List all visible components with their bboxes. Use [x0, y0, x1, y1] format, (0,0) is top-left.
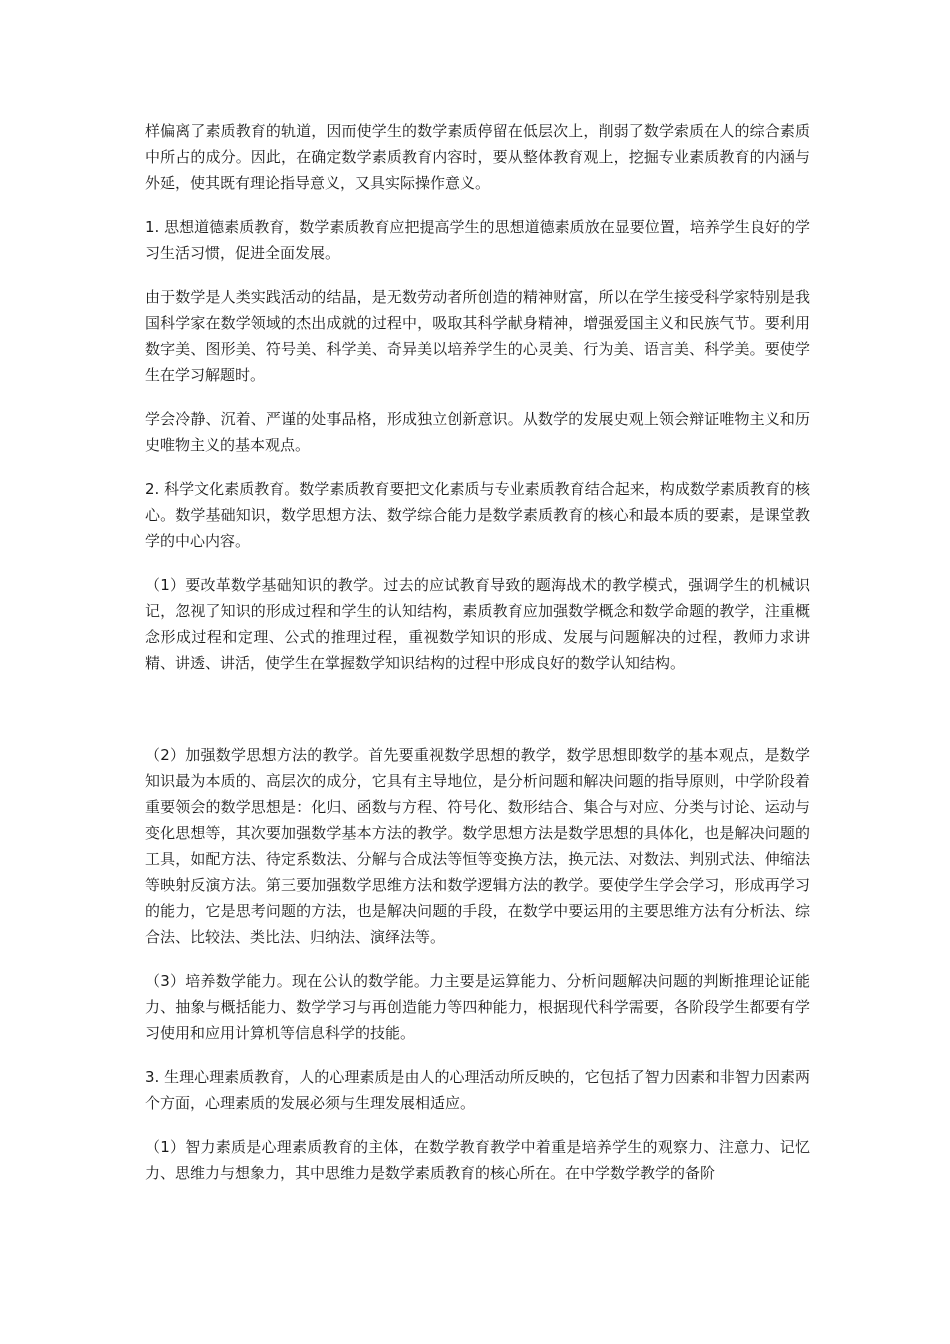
- paragraph-section-2-heading: 2. 科学文化素质教育。数学素质教育要把文化素质与专业素质教育结合起来，构成数学素质教育的核心。数学基础知识，数学思想方法、数学综合能力是数学素质教育的核心和最本质的要素，是课堂教学的中心内容。: [145, 480, 810, 550]
- document-page: [145, 118, 810, 1204]
- paragraph-section-3-heading: 3. 生理心理素质教育，人的心理素质是由人的心理活动所反映的，它包括了智力因素和非智力因素两个方面，心理素质的发展必须与生理发展相适应。: [145, 1068, 810, 1112]
- paragraph-section-2-item-2: （2）加强数学思想方法的教学。首先要重视数学思想的教学，数学思想即数学的基本观点，是数学知识最为本质的、高层次的成分，它具有主导地位，是分析问题和解决问题的指导原则，中学阶段着重要领会的数学思想是：化归、函数与方程、符号化、数形结合、集合与对应、分类与讨论、运动与变化思想等，其次要加强数学基本方法的教学。数学思想方法是数学思想的具体化，也是解决问题的工具，如配方法、待定系数法、分解与合成法等恒等变换方法，换元法、对数法、判别式法、伸缩法等映射反演方法。第三要加强数学思维方法和数学逻辑方法的教学。要使学生学会学习，形成再学习的能力，它是思考问题的方法，也是解决问题的手段，在数学中要运用的主要思维方法有分析法、综合法、比较法、类比法、归纳法、演绎法等。: [145, 746, 810, 946]
- paragraph-section-2-item-3: （3）培养数学能力。现在公认的数学能。力主要是运算能力、分析问题解决问题的判断推理论证能力、抽象与概括能力、数学学习与再创造能力等四种能力，根据现代科学需要，各阶段学生都要有学习使用和应用计算机等信息科学的技能。: [145, 972, 810, 1042]
- paragraph-section-3-item-1: （1）智力素质是心理素质教育的主体，在数学教育教学中着重是培养学生的观察力、注意力、记忆力、思维力与想象力，其中思维力是数学素质教育的核心所在。在中学数学教学的备阶: [145, 1138, 810, 1182]
- blank-gap: [145, 694, 810, 742]
- paragraph-section-1-body: 由于数学是人类实践活动的结晶，是无数劳动者所创造的精神财富，所以在学生接受科学家特别是我国科学家在数学领域的杰出成就的过程中，吸取其科学献身精神，增强爱国主义和民族气节。要利用数字美、图形美、符号美、科学美、奇异美以培养学生的心灵美、行为美、语言美、科学美。要使学生在学习解题时。: [145, 288, 810, 384]
- paragraph-intro-continuation: 样偏离了素质教育的轨道，因而使学生的数学素质停留在低层次上，削弱了数学索质在人的综合素质中所占的成分。因此，在确定数学素质教育内容时，要从整体教育观上，挖掘专业素质教育的内涵与外延，使其既有理论指导意义，又具实际操作意义。: [145, 122, 810, 192]
- paragraph-section-2-item-1: （1）要改革数学基础知识的教学。过去的应试教育导致的题海战术的教学模式，强调学生的机械识记，忽视了知识的形成过程和学生的认知结构，素质教育应加强数学概念和数学命题的教学，注重概念形成过程和定理、公式的推理过程，重视数学知识的形成、发展与问题解决的过程，教师力求讲精、讲透、讲活，使学生在掌握数学知识结构的过程中形成良好的数学认知结构。: [145, 576, 810, 672]
- paragraph-section-1-conclusion: 学会冷静、沉着、严谨的处事品格，形成独立创新意识。从数学的发展史观上领会辩证唯物主义和历史唯物主义的基本观点。: [145, 410, 810, 454]
- paragraph-section-1-heading: 1. 思想道德素质教育，数学素质教育应把提高学生的思想道德素质放在显要位置，培养学生良好的学习生活习惯，促进全面发展。: [145, 218, 810, 262]
